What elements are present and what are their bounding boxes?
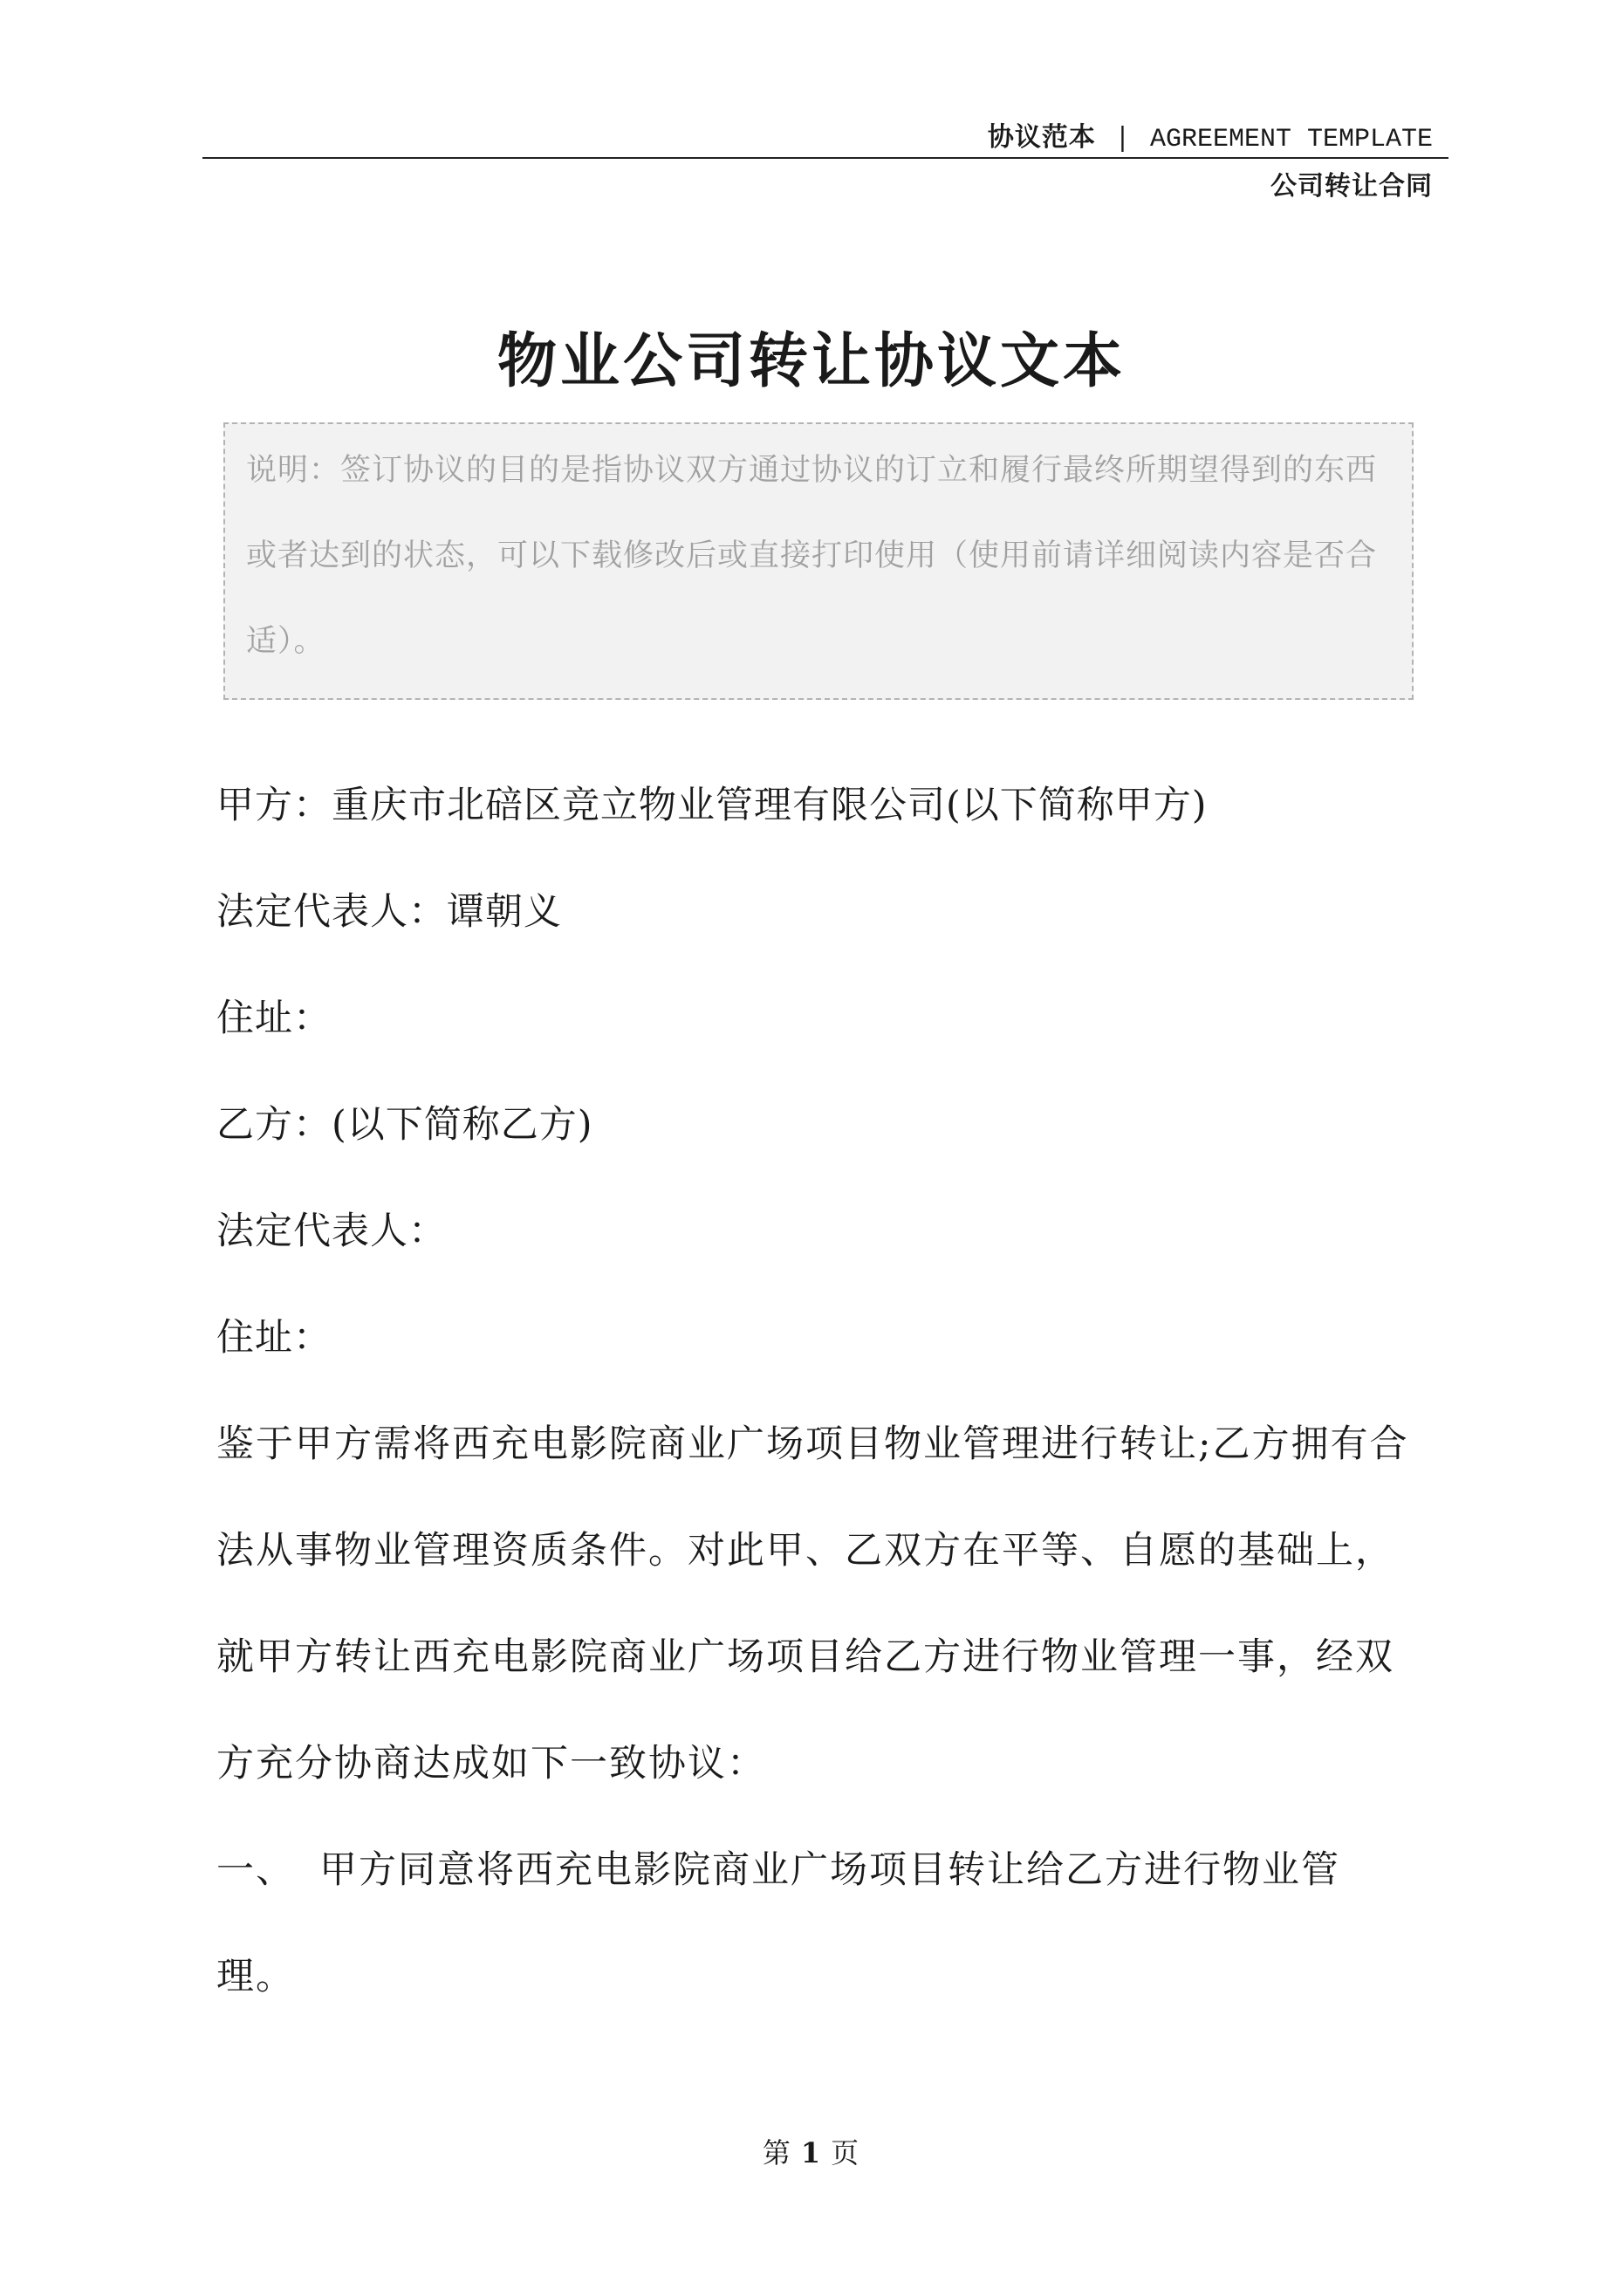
header-subtitle: 公司转让合同: [1270, 171, 1433, 202]
party-a-representative: 法定代表人：谭朝义: [216, 890, 562, 934]
header-separator: |: [1118, 122, 1128, 153]
page-number-value: 1: [800, 2136, 823, 2169]
party-b-representative: 法定代表人：: [216, 1210, 447, 1253]
party-b-address: 住址：: [216, 1316, 332, 1360]
note-box: [223, 422, 1414, 700]
page-number-prefix: 第: [762, 2136, 792, 2169]
clause-text: 甲方同意将西充电影院商业广场项目转让给乙方进行物业管理。: [216, 1848, 1340, 1998]
header-divider: [202, 157, 1448, 159]
page-number: [0, 2131, 1623, 2171]
party-b: 乙方：(以下简称乙方): [216, 1103, 593, 1147]
header-label-cn: 协议范本: [987, 122, 1096, 153]
document-body: [216, 752, 1417, 2030]
document-title: 物业公司转让协议文本: [496, 326, 1126, 396]
header-label-en: AGREEMENT TEMPLATE: [1149, 125, 1433, 154]
header-label: [988, 115, 1433, 154]
party-a-address: 住址：: [216, 997, 332, 1040]
clause-number: 一、: [216, 1848, 295, 1892]
party-a: 甲方：重庆市北碚区竞立物业管理有限公司(以下简称甲方): [216, 784, 1208, 827]
page-number-suffix: 页: [831, 2136, 861, 2169]
clause-item: [216, 1817, 1417, 2030]
preamble-paragraph: 鉴于甲方需将西充电影院商业广场项目物业管理进行转让;乙方拥有合法从事物业管理资质条件。对此甲、乙双方在平等、自愿的基础上，就甲方转让西充电影院商业广场项目给乙方进行物业管理一事，经双方充分协商达成如下一致协议：: [216, 1422, 1409, 1785]
note-text: 说明：签订协议的目的是指协议双方通过协议的订立和履行最终所期望得到的东西或者达到的状态，可以下载修改后或直接打印使用（使用前请详细阅读内容是否合适）。: [246, 453, 1378, 659]
